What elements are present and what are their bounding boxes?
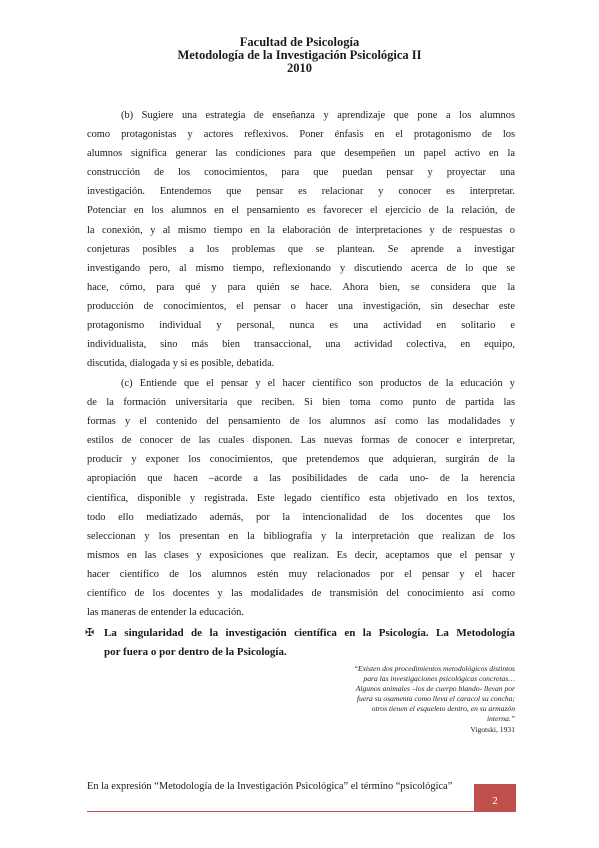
- text-line: formas y el contenido del pensamiento de los alumnos así como las modalidades y: [87, 416, 515, 428]
- quote-line: otros tienen el esqueleto dentro, en su armazón: [371, 704, 515, 714]
- text-line: como protagonistas y actores reflexivos. Poner énfasis en el protagonismo de los: [87, 129, 515, 141]
- text-line: protagonismo individual y personal, nunca es una actividad en solitario e: [87, 320, 515, 332]
- page-number-badge: 2: [474, 784, 516, 812]
- epigraph-quote: [265, 664, 515, 735]
- faculty-title: Facultad de Psicología: [239, 35, 360, 49]
- paragraph-b: [87, 106, 515, 373]
- text-line: investigación. Entendemos que pensar es relacionar y conocer es interpretar.: [87, 186, 515, 198]
- footer-rule: [87, 811, 516, 812]
- section-title-line: por fuera o por dentro de la Psicología.: [104, 646, 287, 658]
- text-line: individualista, sino más bien transaccional, una actividad colectiva, en equipo,: [87, 339, 515, 351]
- text-line: la conexión, y al mismo tiempo en la elaboración de interpretaciones y de respuestas o: [87, 224, 515, 236]
- quote-author: Vigotski, 1931: [470, 724, 515, 734]
- text-line: seleccionan y los presentan en la bibliografía y la interpretación que realizan de los: [87, 530, 515, 542]
- text-line: producir y exponer los conocimientos, que pretendemos que adquieran, surgirán de la: [87, 454, 515, 466]
- text-line: discutida, dialogada y si es posible, debatida.: [87, 358, 275, 370]
- section-title-line: La singularidad de la investigación científica en la Psicología. La Metodología: [104, 627, 515, 639]
- text-line: las maneras de entender la educación.: [87, 607, 244, 619]
- text-line: Potenciar en los alumnos en el pensamiento es favorecer el ejercicio de la relación, de: [87, 205, 515, 217]
- quote-line: Algunos animales –los de cuerpo blando- llevan por: [355, 684, 515, 694]
- text-line: (c) Entiende que el pensar y el hacer científico son productos de la educación y: [121, 378, 515, 389]
- text-line: de la formación universitaria que reciben. Si bien toma como punto de partida las: [87, 397, 515, 409]
- course-title: Metodología de la Investigación Psicológica II: [177, 48, 422, 62]
- text-line: construcción de los conocimientos, para que puedan pensar y proyectar una: [87, 167, 515, 179]
- quote-line: “Existen dos procedimientos metodológicos distintos: [353, 664, 515, 673]
- text-line: alumnos significa generar las condiciones para que desempeñen un papel activo en la: [87, 148, 515, 160]
- text-line: (b) Sugiere una estrategia de enseñanza y aprendizaje que pone a los alumnos: [121, 110, 515, 121]
- cross-bullet-icon: ✠: [85, 627, 95, 639]
- text-line: todo ello mediatizado además, por la intencionalidad de los docentes que los: [87, 511, 515, 523]
- text-line: estilos de conocer de las cuales disponen. Las nuevas formas de conocer e interpretar,: [87, 435, 515, 447]
- text-line: hacer científico de los alumnos estén muy relacionados por el pensar y el hacer: [87, 568, 515, 580]
- document-header: [0, 36, 599, 75]
- text-line: científico de los docentes y las modalidades de transmisión del conocimiento así como: [87, 588, 515, 600]
- text-line: conjeturas posibles a los problemas que se plantean. Se aprende a investigar: [87, 243, 515, 255]
- text-line: producción de conocimientos, el pensar o hacer una investigación, sin desechar este: [87, 300, 515, 312]
- body-text-line: En la expresión “Metodología de la Investigación Psicológica” el término “psicológica”: [87, 781, 453, 792]
- text-line: hace, cómo, para qué y para quién se hace. Ahora bien, se considera que la: [87, 281, 515, 293]
- paragraph-c: [87, 374, 515, 622]
- quote-line: para las investigaciones psicológicas concretas…: [363, 674, 515, 684]
- quote-line: fuera su osamenta como lleva el caracol su concha;: [356, 694, 515, 704]
- text-line: científica, disponible y registrada. Este legado científico esta objetivado en los textos,: [87, 492, 515, 504]
- text-line: apropiación que hacen –acorde a las posibilidades de cada uno- de la herencia: [87, 473, 515, 485]
- text-line: mismos en las clases y exposiciones que realizan. Es decir, aceptamos que el pensar y: [87, 549, 515, 561]
- text-line: investigando pero, al mismo tiempo, reflexionando y discutiendo acerca de lo que se: [87, 262, 515, 274]
- quote-line: interna.”: [486, 714, 515, 724]
- year-label: 2010: [287, 61, 312, 75]
